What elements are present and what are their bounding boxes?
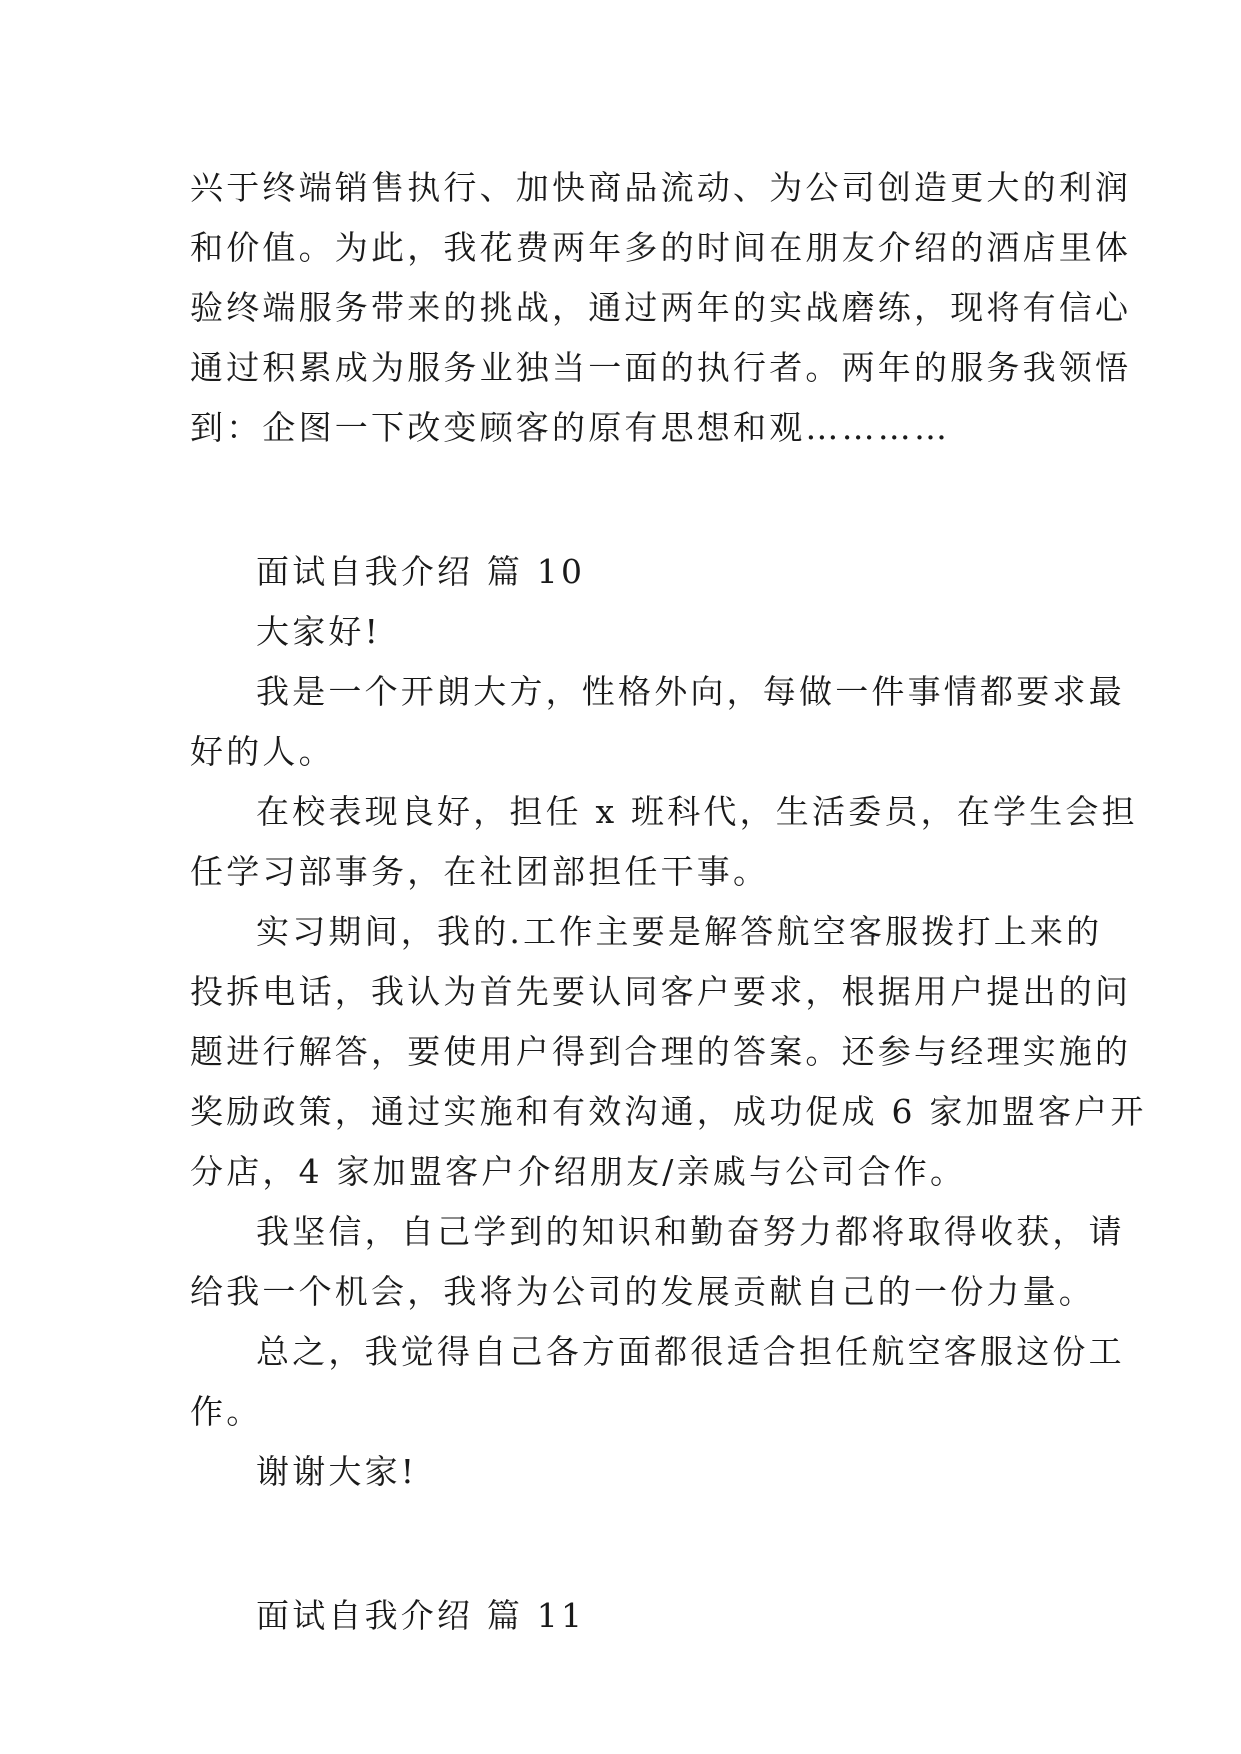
text-line: 到：企图一下改变顾客的原有思想和观…………	[190, 408, 951, 447]
text-line: 我是一个开朗大方，性格外向，每做一件事情都要求最	[256, 672, 1125, 711]
text-line: 在校表现良好，担任 x 班科代，生活委员，在学生会担	[256, 792, 1138, 831]
section-11	[190, 1586, 1052, 1646]
section-heading: 面试自我介绍 篇 11	[256, 1596, 586, 1635]
text-line: 我坚信，自己学到的知识和勤奋努力都将取得收获，请	[256, 1212, 1125, 1251]
text-line: 通过积累成为服务业独当一面的执行者。两年的服务我领悟	[190, 348, 1132, 387]
text-line: 任学习部事务，在社团部担任干事。	[190, 852, 770, 891]
text-line: 奖励政策，通过实施和有效沟通，成功促成 6 家加盟客户开	[190, 1092, 1147, 1131]
text-line: 作。	[190, 1392, 263, 1431]
text-line: 分店，4 家加盟客户介绍朋友/亲戚与公司合作。	[190, 1152, 967, 1191]
text-line: 投拆电话，我认为首先要认同客户要求，根据用户提出的问	[190, 972, 1132, 1011]
closing-line: 谢谢大家!	[256, 1452, 418, 1491]
text-line: 和价值。为此，我花费两年多的时间在朋友介绍的酒店里体	[190, 228, 1132, 267]
text-line: 题进行解答，要使用户得到合理的答案。还参与经理实施的	[190, 1032, 1132, 1071]
text-line: 实习期间，我的.工作主要是解答航空客服拨打上来的	[256, 912, 1103, 951]
text-line: 总之，我觉得自己各方面都很适合担任航空客服这份工	[256, 1332, 1125, 1371]
section-heading: 面试自我介绍 篇 10	[256, 552, 586, 591]
text-line: 兴于终端销售执行、加快商品流动、为公司创造更大的利润	[190, 168, 1132, 207]
section-gap	[190, 1502, 1052, 1586]
text-line: 好的人。	[190, 732, 335, 771]
intro-paragraph	[190, 158, 1132, 458]
section-gap	[190, 458, 1052, 542]
document-page	[190, 158, 1147, 1646]
text-line: 给我一个机会，我将为公司的发展贡献自己的一份力量。	[190, 1272, 1095, 1311]
text-line: 验终端服务带来的挑战，通过两年的实战磨练，现将有信心	[190, 288, 1132, 327]
section-10	[190, 542, 1147, 1502]
greeting: 大家好!	[256, 612, 382, 651]
